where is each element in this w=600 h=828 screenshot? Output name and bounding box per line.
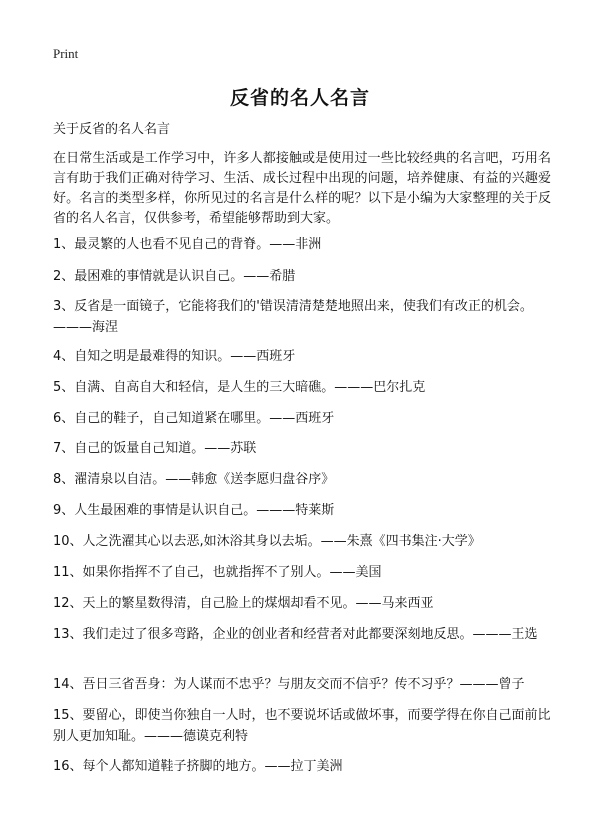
quote-item: 9、人生最困难的事情是认识自己。———特莱斯 [53,503,335,518]
intro-paragraph: 在日常生活或是工作学习中，许多人都接触或是使用过一些比较经典的名言吧，巧用名言有助于我们正确对待学习、生活、成长过程中出现的问题，培养健康、有益的兴趣爱好。名言的类型多样，你所见过的名言是什么样的呢？以下是小编为大家整理的关于反省的名人名言，仅供参考，希望能够帮助到大家。 [53,151,551,226]
quote-item: 13、我们走过了很多弯路，企业的创业者和经营者对此都要深刻地反思。———王选 [53,627,538,642]
quote-item: 16、每个人都知道鞋子挤脚的地方。——拉丁美洲 [53,759,343,774]
quote-item: 11、如果你指挥不了自己，也就指挥不了别人。——美国 [53,565,382,580]
quote-item: 15、要留心，即使当你独自一人时，也不要说坏话或做坏事，而要学得在你自己面前比别人更加知耻。———德谟克利特 [53,708,551,744]
quote-item: 10、人之洗濯其心以去恶,如沐浴其身以去垢。——朱熹《四书集注·大学》 [53,534,481,549]
quote-item: 12、天上的繁星数得清，自己脸上的煤烟却看不见。——马来西亚 [53,596,434,611]
quote-item: 2、最困难的事情就是认识自己。——希腊 [53,269,296,284]
quote-item: 7、自己的饭量自己知道。——苏联 [53,441,257,456]
subheading: 关于反省的名人名言 [53,122,171,137]
quote-item: 6、自己的鞋子，自己知道紧在哪里。——西班牙 [53,411,335,426]
quote-item: 14、吾日三省吾身：为人谋而不忠乎？与朋友交而不信乎？传不习乎？———曾子 [53,677,525,692]
print-link[interactable]: Print [53,46,79,61]
quote-item: 5、自满、自高自大和轻信，是人生的三大暗礁。———巴尔扎克 [53,380,426,395]
quote-item: 4、自知之明是最难得的知识。——西班牙 [53,349,296,364]
quote-item: 8、濯清泉以自洁。——韩愈《送李愿归盘谷序》 [53,472,335,487]
quote-item: 3、反省是一面镜子，它能将我们的'错误清清楚楚地照出来，使我们有改正的机会。———海涅 [53,299,533,335]
quote-item: 1、最灵繁的人也看不见自己的背脊。——非洲 [53,237,322,252]
page-title: 反省的名人名言 [229,87,370,109]
